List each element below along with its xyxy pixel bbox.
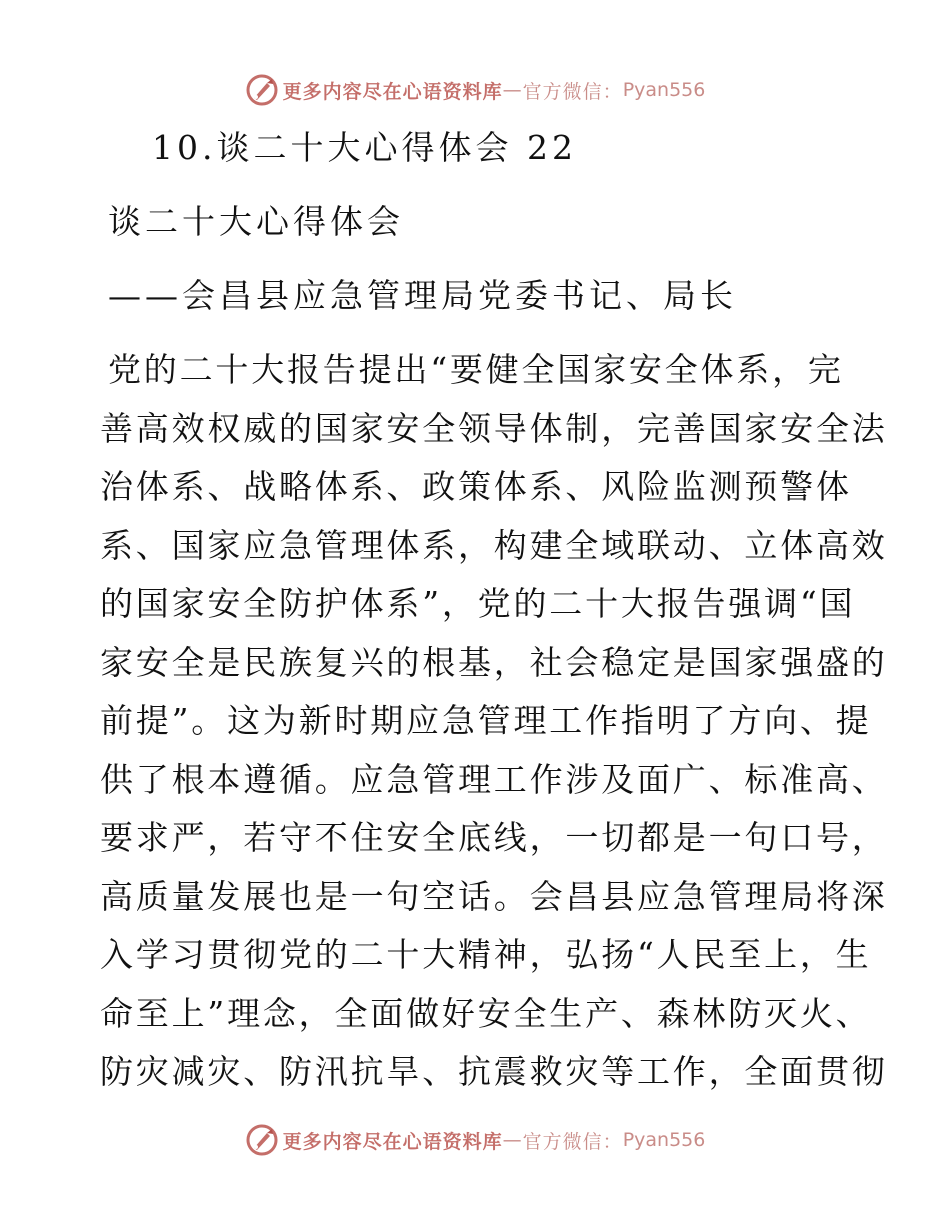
watermark-dash: — (502, 1129, 523, 1151)
paragraph-line: 入学习贯彻党的二十大精神，弘扬“人民至上，生 (100, 935, 872, 974)
paragraph-line: 家安全是民族复兴的根基，社会稳定是国家强盛的 (100, 642, 888, 682)
paragraph-line: 前提”。这为新时期应急管理工作指明了方向、提 (100, 701, 872, 740)
watermark-sub-text: 官方微信： (522, 80, 623, 103)
document-title: 谈二十大心得体会 (108, 202, 404, 241)
paragraph-line: 要求严，若守不住安全底线，一切都是一句口号， (100, 818, 888, 857)
section-heading: 10.谈二十大心得体会 22 (152, 128, 577, 167)
watermark-sub-text: 官方微信： (522, 1130, 623, 1153)
paragraph-line: 防灾减灾、防汛抗旱、抗震救灾等工作，全面贯彻 (100, 1052, 888, 1091)
paragraph-line: 党的二十大报告提出“要健全国家安全体系，完 (108, 350, 844, 389)
footer-watermark (0, 1120, 950, 1160)
quill-pen-logo-icon (245, 1123, 279, 1157)
body-paragraph (100, 350, 888, 1111)
watermark-wechat-id: Pyan556 (622, 1129, 706, 1151)
paragraph-line: 高质量发展也是一句空话。会昌县应急管理局将深 (100, 876, 888, 916)
paragraph-line: 的国家安全防护体系”，党的二十大报告强调“国 (100, 584, 856, 623)
watermark-dash: — (502, 79, 523, 101)
paragraph-line: 供了根本遵循。应急管理工作涉及面广、标准高、 (100, 759, 888, 799)
paragraph-line: 治体系、战略体系、政策体系、风险监测预警体 (100, 467, 852, 506)
watermark-wechat-id: Pyan556 (622, 79, 706, 101)
paragraph-line: 善高效权威的国家安全领导体制，完善国家安全法 (100, 408, 888, 448)
paragraph-line: 命至上”理念，全面做好安全生产、森林防灭火、 (100, 993, 872, 1033)
quill-pen-logo-icon (245, 73, 279, 107)
paragraph-line: 系、国家应急管理体系，构建全域联动、立体高效 (100, 525, 888, 565)
watermark-main-text: 更多内容尽在心语资料库 (282, 80, 503, 103)
watermark-main-text: 更多内容尽在心语资料库 (282, 1130, 503, 1153)
header-watermark (0, 70, 950, 110)
document-subtitle: ——会昌县应急管理局党委书记、局长 (108, 276, 737, 315)
